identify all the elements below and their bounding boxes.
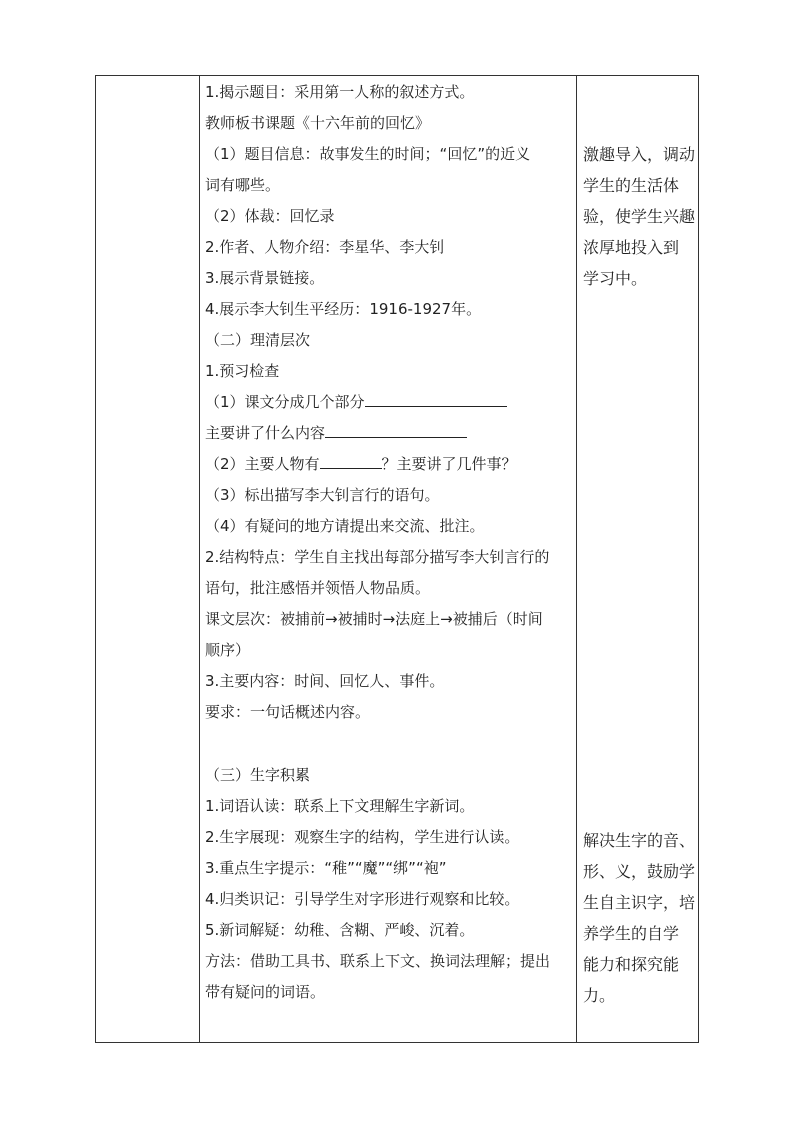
answer-blank [325,423,467,438]
question-line [205,454,517,474]
text-line: 1.词语认读：联系上下文理解生字新词。 [205,797,475,815]
column-divider-left [199,76,200,1042]
text-line: 4.归类识记：引导学生对字形进行观察和比较。 [205,890,520,908]
text-line: 3.重点生字提示：“稚”“魔”“绑”“袍” [205,859,447,877]
note-line: 浓厚地投入到 [583,238,680,257]
note-line: 学习中。 [583,269,648,288]
text-line: （2）体裁：回忆录 [205,207,335,225]
question-line [205,392,507,412]
text-line: 教师板书课题《十六年前的回忆》 [205,114,431,132]
text-line: （1）题目信息：故事发生的时间；“回忆”的近义 [205,145,531,163]
column-divider-right [576,76,577,1042]
note-line: 养学生的自学 [583,924,680,943]
text-line: 语句，批注感悟并领悟人物品质。 [205,579,431,597]
question-text: ？主要讲了几件事？ [381,455,517,473]
answer-blank [365,392,507,407]
text-line: 带有疑问的词语。 [205,983,326,1001]
question-text: （2）主要人物有 [205,455,320,473]
note-line: 解决生字的音、 [583,831,696,850]
note-line: 力。 [583,986,616,1005]
answer-blank [320,454,382,469]
text-line: 顺序） [205,641,251,659]
question-text: （1）课文分成几个部分 [205,393,365,411]
text-line: 1.预习检查 [205,362,280,380]
text-line: 5.新词解疑：幼稚、含糊、严峻、沉着。 [205,921,475,939]
text-line: 词有哪些。 [205,176,281,194]
text-line: 3.主要内容：时间、回忆人、事件。 [205,672,445,690]
note-line: 激趣导入，调动 [583,145,696,164]
note-line: 学生的生活体 [583,176,680,195]
text-line: 2.结构特点：学生自主找出每部分描写李大钊言行的 [205,548,550,566]
note-line: 能力和探究能 [583,955,680,974]
text-line: 方法：借助工具书、联系上下文、换词法理解；提出 [205,952,551,970]
text-line: 3.展示背景链接。 [205,269,325,287]
note-line: 验，使学生兴趣 [583,207,696,226]
question-line [205,423,467,443]
text-line: 4.展示李大钊生平经历：1916-1927年。 [205,300,482,318]
text-line: 课文层次：被捕前→被捕时→法庭上→被捕后（时间 [205,610,543,628]
text-line: 要求：一句话概述内容。 [205,703,371,721]
text-line: 2.作者、人物介绍：李星华、李大钊 [205,238,445,256]
section-heading: （三）生字积累 [205,766,311,784]
question-text: 主要讲了什么内容 [205,424,326,442]
note-line: 生自主识字，培 [583,893,696,912]
text-line: 1.揭示题目：采用第一人称的叙述方式。 [205,83,475,101]
section-heading: （二）理清层次 [205,331,311,349]
note-line: 形、义，鼓励学 [583,862,696,881]
text-line: （4）有疑问的地方请提出来交流、批注。 [205,517,485,535]
text-line: 2.生字展现：观察生字的结构，学生进行认读。 [205,828,520,846]
text-line: （3）标出描写李大钊言行的语句。 [205,486,440,504]
